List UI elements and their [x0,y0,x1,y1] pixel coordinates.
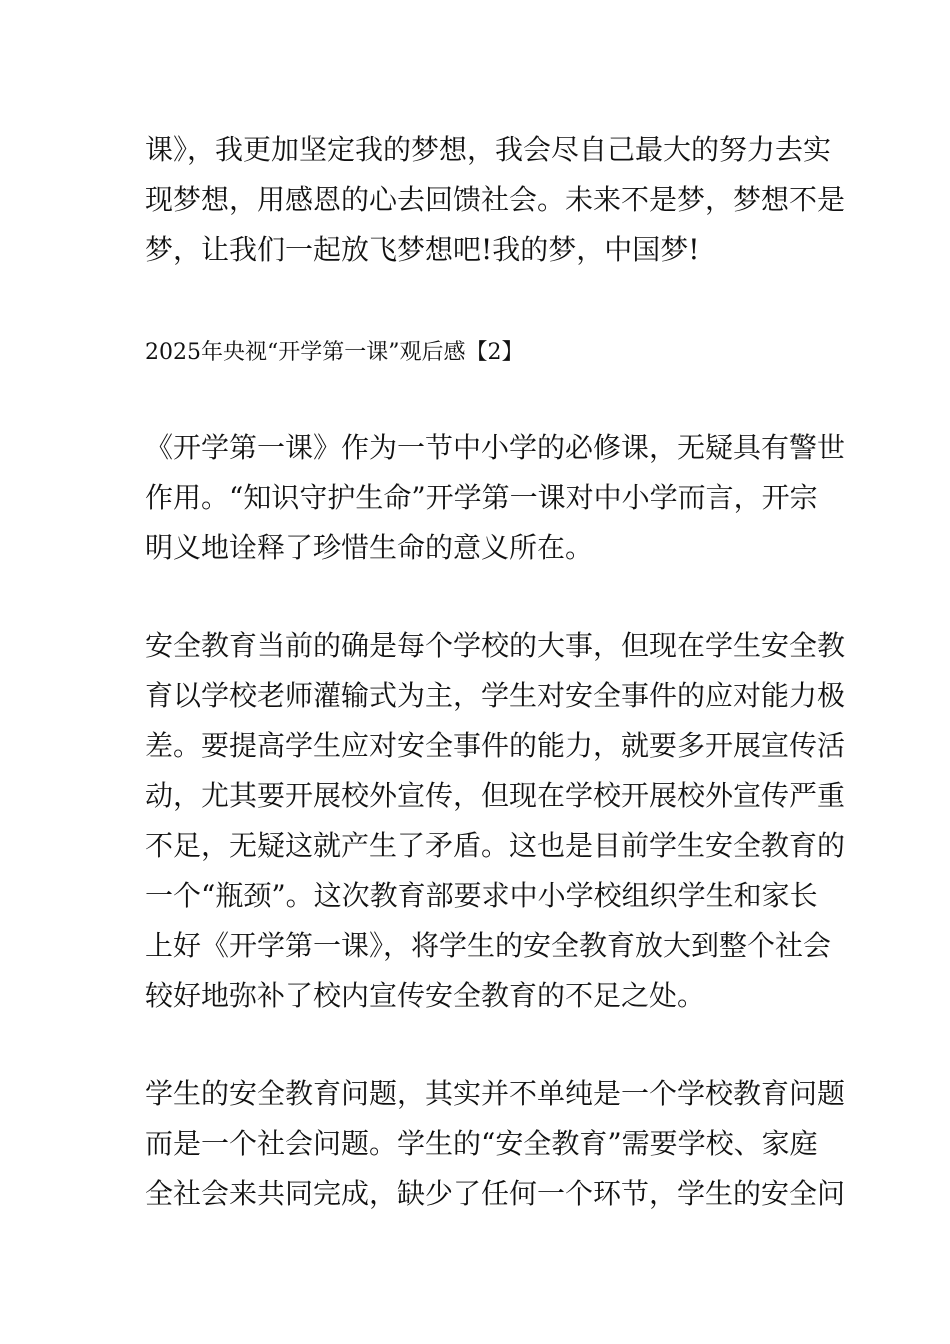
paragraph-3-line-6: 一个“瓶颈”。这次教育部要求中小学校组织学生和家长 [145,879,818,912]
paragraph-3-line-4: 动，尤其要开展校外宣传，但现在学校开展校外宣传严重 [145,779,846,812]
paragraph-2-line-3: 明义地诠释了珍惜生命的意义所在。 [145,531,594,564]
paragraph-4-line-1: 学生的安全教育问题，其实并不单纯是一个学校教育问题 [145,1077,846,1110]
paragraph-2-line-2: 作用。“知识守护生命”开学第一课对中小学而言，开宗 [145,481,818,514]
paragraph-3-line-5: 不足，无疑这就产生了矛盾。这也是目前学生安全教育的 [145,829,846,862]
paragraph-4-line-2: 而是一个社会问题。学生的“安全教育”需要学校、家庭 [145,1127,818,1160]
section-heading: 2025年央视“开学第一课”观后感【2】 [145,340,524,365]
paragraph-3-line-7: 上好《开学第一课》，将学生的安全教育放大到整个社会 [145,929,832,962]
paragraph-3-line-8: 较好地弥补了校内宣传安全教育的不足之处。 [145,979,706,1012]
paragraph-3-line-3: 差。要提高学生应对安全事件的能力，就要多开展宣传活 [145,729,846,762]
paragraph-2-line-1: 《开学第一课》作为一节中小学的必修课，无疑具有警世 [145,431,846,464]
paragraph-3-line-2: 育以学校老师灌输式为主，学生对安全事件的应对能力极 [145,679,846,712]
paragraph-1-line-1: 课》，我更加坚定我的梦想，我会尽自己最大的努力去实 [145,133,832,166]
paragraph-4-line-3: 全社会来共同完成，缺少了任何一个环节，学生的安全问 [145,1177,846,1210]
paragraph-3-line-1: 安全教育当前的确是每个学校的大事，但现在学生安全教 [145,629,846,662]
paragraph-1-line-3: 梦，让我们一起放飞梦想吧!我的梦，中国梦! [145,233,700,266]
paragraph-1-line-2: 现梦想，用感恩的心去回馈社会。未来不是梦，梦想不是 [145,183,846,216]
